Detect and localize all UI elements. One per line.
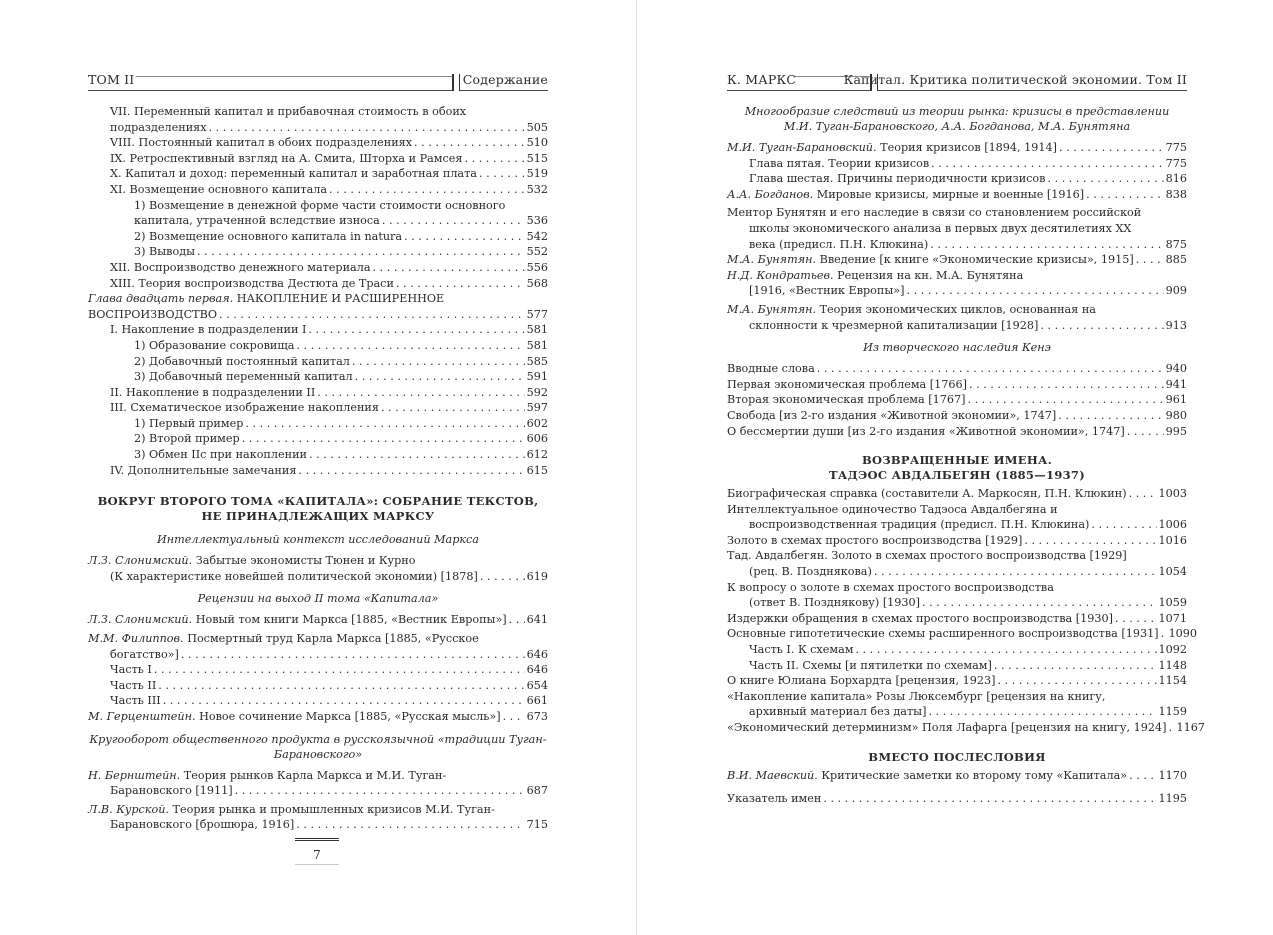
dot-leader (1168, 720, 1174, 736)
entry-title: Посмертный труд Карла Маркса [1885, «Русское (187, 632, 479, 646)
entry-title: 2) Возмещение основного капитала in natura (134, 229, 403, 243)
subsection-line2: Барановского» (273, 747, 363, 761)
author: А.А. Богданов. (727, 187, 814, 201)
page-number: 1059 (1158, 596, 1187, 610)
dot-leader (922, 595, 1157, 611)
dot-leader (928, 704, 1156, 720)
toc-entry-kondratiev[interactable] (727, 268, 1187, 299)
page-number: 1159 (1158, 705, 1187, 719)
entry-title: Глава шестая. Причины периодичности кризисов (749, 172, 1046, 186)
dot-leader (329, 182, 525, 198)
header-title: Капитал. Критика политической экономии. Том II (843, 72, 1187, 87)
dot-leader (355, 369, 525, 385)
dot-leader (997, 673, 1156, 689)
header-rule-short (136, 76, 452, 77)
entry-title: 1) Первый пример (134, 416, 244, 430)
page-number: 542 (526, 229, 548, 243)
toc-entry[interactable] (88, 276, 548, 292)
entry-title-cont: Барановского [брошюра, 1916] (110, 818, 295, 832)
entry-title-cont: [1916, «Вестник Европы»] (749, 284, 905, 298)
page-number: 519 (526, 167, 548, 181)
page-number: 941 (1165, 377, 1187, 391)
dot-leader (373, 260, 525, 276)
toc-entry[interactable] (727, 408, 1187, 424)
entry-title-cont: богатство»] (110, 647, 179, 661)
subsection-intellectual-context: Интеллектуальный контекст исследований Маркса (157, 533, 479, 547)
entry-title: Новый том книги Маркса [1885, «Вестник Европы»] (195, 613, 507, 627)
page-number: 661 (526, 694, 548, 708)
author: М.А. Бунятян. (727, 302, 817, 316)
page-number: 875 (1165, 237, 1187, 251)
toc-entry[interactable] (88, 322, 548, 338)
entry-title: VIII. Постоянный капитал в обоих подразделениях (110, 136, 413, 150)
page-number: 715 (526, 818, 548, 832)
page-number: 568 (526, 276, 548, 290)
page-number: 673 (526, 710, 548, 723)
entry-title: Основные гипотетические схемы расширенного воспроизводства [1931] (727, 627, 1159, 641)
page-number: 505 (526, 120, 548, 134)
entry-title-cont: (рец. В. Позднякова) (749, 565, 872, 579)
dot-leader (414, 135, 525, 151)
entry-title: 2) Второй пример (134, 432, 240, 446)
toc-entry[interactable] (727, 533, 1187, 549)
entry-title: Тад. Авдалбегян. Золото в схемах простого воспроизводства [1929] (727, 549, 1127, 563)
toc-entry-slonimsky-2[interactable] (88, 612, 548, 628)
entry-title: 1) Возмещение в денежной форме части стоимости основного (134, 198, 506, 212)
entry-title: К вопросу о золоте в схемах простого воспроизводства (727, 580, 1054, 594)
entry-title: О бессмертии души [из 2-го издания «Животной экономии», 1747] (727, 424, 1125, 438)
toc-entry[interactable] (88, 166, 548, 182)
toc-entry-filippov[interactable] (88, 631, 548, 662)
author: Л.З. Слонимский. (88, 613, 193, 627)
subsection-circulation (88, 732, 548, 762)
page-number: 913 (1165, 318, 1187, 332)
entry-title-cont: воспроизводственная традиция (предисл. П.Н. Клюкина) (749, 518, 1090, 532)
entry-title: Глава пятая. Теории кризисов (749, 156, 930, 170)
author: Л.З. Слонимский. (88, 554, 193, 568)
page-number: 1054 (1158, 565, 1187, 579)
dot-leader (969, 377, 1164, 393)
page-number: 838 (1165, 187, 1187, 201)
page-number: 602 (526, 416, 548, 430)
entry-title: О книге Юлиана Борхардта [рецензия, 1923] (727, 674, 996, 688)
entry-title: 3) Выводы (134, 245, 195, 259)
entry-title: I. Накопление в подразделении I (110, 323, 307, 337)
chapter-20-sections (88, 104, 548, 291)
dot-leader (1127, 424, 1164, 440)
toc-entry[interactable] (727, 392, 1187, 408)
dot-leader (1091, 517, 1156, 533)
entry-title: Часть I (110, 663, 152, 677)
page-number: 1016 (1158, 533, 1187, 547)
dot-leader (181, 647, 525, 663)
author: Л.В. Курской. (88, 802, 169, 816)
page-number: 909 (1165, 284, 1187, 298)
section-title-line2: НЕ ПРИНАДЛЕЖАЩИХ МАРКСУ (201, 509, 435, 524)
page-number: 606 (526, 432, 548, 446)
section-afterword: ВМЕСТО ПОСЛЕСЛОВИЯ (868, 749, 1046, 764)
entry-title: Мировые кризисы, мирные и военные [1916] (816, 187, 1085, 201)
section-title-line1: ВОКРУГ ВТОРОГО ТОМА «КАПИТАЛА»: СОБРАНИЕ ТЕКСТОВ, (97, 494, 539, 509)
toc-entry[interactable] (727, 486, 1187, 502)
toc-entry[interactable] (88, 198, 548, 229)
page-number: 641 (526, 613, 548, 627)
toc-entry[interactable] (88, 447, 548, 463)
dot-leader (163, 693, 525, 709)
toc-entry-slonimsky-1[interactable] (88, 553, 548, 584)
entry-title: Рецензия на кн. М.А. Бунятяна (837, 268, 1024, 282)
entry-title: XI. Возмещение основного капитала (110, 182, 328, 196)
author: М.А. Бунятян. (727, 253, 817, 267)
entry-title: II. Накопление в подразделении II (110, 385, 316, 399)
entry-title: IV. Дополнительные замечания (110, 463, 297, 477)
page-number: 585 (526, 354, 548, 368)
dot-leader (464, 151, 524, 167)
page-number: 581 (526, 338, 548, 352)
chapter-label: Глава двадцать первая. (88, 292, 234, 306)
section-returned-names (727, 453, 1187, 483)
toc-entry[interactable] (88, 151, 548, 167)
toc-entry-part-1[interactable] (88, 662, 548, 678)
section-title (88, 494, 548, 524)
toc-entry-part-3[interactable] (88, 693, 548, 709)
entry-title: Критические заметки ко второму тому «Капитала» (821, 768, 1128, 782)
dot-leader (1115, 611, 1157, 627)
author: В.И. Маевский. (727, 768, 818, 782)
dot-leader (242, 431, 525, 447)
page-number: 1170 (1158, 768, 1187, 782)
author: М.М. Филиппов. (88, 632, 184, 646)
toc-entry[interactable] (727, 580, 1187, 611)
author: М. Герценштейн. (88, 710, 196, 723)
dot-leader (1040, 318, 1163, 334)
toc-entry-name-index[interactable] (727, 791, 1187, 807)
quesnay-entries (727, 361, 1187, 439)
page-number: 556 (526, 260, 548, 274)
toc-entry-tugan[interactable] (727, 140, 1187, 156)
chapter-title-line2: ВОСПРОИЗВОДСТВО (88, 307, 218, 321)
dot-leader (1086, 187, 1164, 203)
subsection-line2: М.И. Туган-Барановского, А.А. Богданова, М.А. Бунятяна (783, 120, 1131, 133)
entry-title: 1) Образование сокровища (134, 338, 295, 352)
subsection-reviews: Рецензии на выход II тома «Капитала» (197, 592, 439, 606)
left-running-header (88, 72, 548, 92)
entry-title: 3) Обмен IIc при накоплении (134, 448, 307, 462)
toc-entry-mayevsky[interactable] (727, 768, 1187, 784)
author: Н.Д. Кондратьев. (727, 268, 834, 282)
entry-title-cont: Барановского [1911] (110, 784, 233, 798)
section-title-line1: ВОЗВРАЩЕННЫЕ ИМЕНА. (861, 453, 1052, 468)
toc-entry[interactable] (88, 135, 548, 151)
dot-leader (906, 283, 1163, 299)
left-toc (88, 104, 548, 833)
toc-entry[interactable] (727, 548, 1187, 579)
toc-entry[interactable] (727, 626, 1198, 642)
page-number: 646 (526, 663, 548, 677)
entry-title-cont: архивный материал без даты] (749, 705, 927, 719)
dot-leader (1136, 252, 1164, 268)
page-number: 532 (526, 182, 548, 196)
page-number: 775 (1165, 141, 1187, 154)
entry-title-cont: (К характеристике новейшей политической экономии) [1878] (110, 569, 478, 583)
dot-leader (1161, 626, 1167, 642)
toc-entry-mentor[interactable] (727, 205, 1187, 252)
entry-title: Забытые экономисты Тюнен и Курно (195, 554, 416, 568)
dot-leader (967, 392, 1163, 408)
section-title-line2: ТАДЭОС АВДАЛБЕГЯН (1885—1937) (829, 468, 1085, 483)
entry-title: XII. Воспроизводство денежного материала (110, 260, 371, 274)
page-number: 940 (1165, 362, 1187, 376)
page-number: 1167 (1176, 721, 1205, 734)
toc-entry[interactable] (88, 338, 548, 354)
toc-entry[interactable] (727, 642, 1187, 658)
chapter-21-entry[interactable] (88, 291, 548, 322)
dot-leader (509, 612, 525, 628)
subsection-line1: Кругооборот общественного продукта в русскоязычной «традиции Туган- (89, 732, 547, 746)
toc-entry[interactable] (88, 244, 548, 260)
dot-leader (480, 569, 525, 585)
page-number: 510 (526, 136, 548, 150)
page-number: 536 (526, 214, 548, 228)
avdalbegyan-entries (727, 486, 1205, 736)
toc-entry[interactable] (727, 424, 1187, 440)
volume-label: ТОМ II (88, 72, 135, 87)
dot-leader (404, 229, 525, 245)
toc-entry-bogdanov[interactable] (727, 187, 1187, 203)
dot-leader (931, 156, 1163, 172)
dot-leader (1129, 486, 1157, 502)
page-number: 654 (526, 678, 548, 692)
dot-leader (317, 385, 524, 401)
toc-entry[interactable] (88, 229, 548, 245)
toc-entry-bunyatyan-2[interactable] (727, 302, 1187, 333)
page-number: 775 (1165, 156, 1187, 170)
page-number: 646 (526, 647, 548, 661)
toc-entry[interactable] (88, 182, 548, 198)
dot-leader (219, 307, 525, 323)
toc-entry[interactable] (88, 400, 548, 416)
subsection-crises (727, 104, 1187, 134)
page-folio (295, 838, 339, 865)
dot-leader (245, 416, 524, 432)
entry-title: Теория рынка и промышленных кризисов М.И. Туган- (172, 802, 495, 816)
dot-leader (1129, 768, 1156, 784)
page-number: 597 (526, 401, 548, 415)
page-number: 592 (526, 385, 548, 399)
dot-leader (503, 709, 525, 725)
toc-entry[interactable] (727, 720, 1205, 736)
entry-title-cont: (ответ В. Позднякову) [1930] (749, 596, 921, 610)
page-number: 1154 (1158, 674, 1187, 688)
toc-entry[interactable] (88, 416, 548, 432)
page-number: 1003 (1158, 487, 1187, 501)
dot-leader (396, 276, 525, 292)
dot-leader (308, 322, 524, 338)
page-number: 591 (526, 370, 548, 384)
page-number: 1090 (1168, 627, 1198, 641)
entry-title: Теория экономических циклов, основанная на (819, 302, 1096, 316)
entry-title-cont: века (предисл. П.Н. Клюкина) (749, 237, 929, 251)
toc-entry-tugan-ch6[interactable] (727, 171, 1187, 187)
dot-leader (296, 338, 524, 354)
entry-title-cont: склонности к чрезмерной капитализации [1928] (749, 318, 1039, 332)
toc-entry[interactable] (88, 385, 548, 401)
author-label: К. МАРКС (727, 72, 797, 87)
entry-title: Часть II (110, 678, 157, 692)
dot-leader (158, 678, 524, 694)
dot-leader (1047, 171, 1163, 187)
entry-title: Ментор Бунятян и его наследие в связи со становлением российской (727, 206, 1142, 220)
toc-entry-bernstein[interactable] (88, 768, 548, 799)
entry-title: Теория рынков Карла Маркса и М.И. Туган- (183, 768, 447, 782)
entry-title: Введение [к книге «Экономические кризисы», 1915] (819, 253, 1134, 267)
header-title: Содержание (462, 72, 548, 87)
toc-entry-gerzenshtein[interactable] (88, 709, 548, 725)
toc-entry[interactable] (88, 431, 548, 447)
page-number: 581 (526, 323, 548, 337)
page-number: 1006 (1158, 518, 1187, 532)
entry-title: X. Капитал и доход: переменный капитал и заработная плата (110, 167, 477, 181)
toc-entry[interactable] (88, 354, 548, 370)
entry-title: III. Схематическое изображение накопления (110, 401, 379, 415)
toc-entry-bunyatyan-1[interactable] (727, 252, 1187, 268)
entry-title: Часть II. Схемы [и пятилетки по схемам] (749, 658, 992, 672)
dot-leader (352, 354, 525, 370)
toc-entry[interactable] (727, 689, 1187, 720)
page-number: 515 (526, 151, 548, 165)
page-number: 995 (1165, 424, 1187, 438)
folio-rule (295, 838, 339, 845)
page-number: 612 (526, 448, 548, 462)
entry-title-cont: подразделениях (110, 120, 207, 134)
dot-leader (479, 166, 525, 182)
dot-leader (154, 662, 525, 678)
toc-entry[interactable] (727, 361, 1187, 377)
entry-title: «Экономический детерминизм» Поля Лафарга [рецензия на книгу, 1924] (727, 721, 1167, 734)
dot-leader (930, 237, 1163, 253)
entry-title: Новое сочинение Маркса [1885, «Русская мысль»] (199, 710, 501, 723)
header-divider (452, 74, 460, 91)
dot-leader (817, 361, 1164, 377)
dot-leader (994, 658, 1157, 674)
folio-number: 7 (313, 848, 321, 862)
entry-title: 2) Добавочный постоянный капитал (134, 354, 350, 368)
entry-title: XIII. Теория воспроизводства Дестюта де Траси (110, 276, 394, 290)
header-rule (727, 90, 870, 91)
entry-title: Указатель имен (727, 792, 822, 806)
entry-title: Часть III (110, 694, 161, 708)
entry-title: Часть I. К схемам (749, 643, 854, 657)
entry-title: Вводные слова (727, 362, 815, 376)
dot-leader (1024, 533, 1156, 549)
page-number: 1195 (1158, 792, 1187, 806)
author: М.И. Туган-Барановский. (727, 141, 877, 154)
entry-title: Биографическая справка (составители А. Маркосян, П.Н. Клюкин) (727, 487, 1127, 501)
entry-title: Издержки обращения в схемах простого воспроизводства [1930] (727, 611, 1113, 625)
page-number: 552 (526, 245, 548, 259)
entry-title: «Накопление капитала» Розы Люксембург [рецензия на книгу, (727, 689, 1106, 703)
dot-leader (235, 783, 525, 799)
dot-leader (298, 463, 524, 479)
toc-entry[interactable] (88, 104, 548, 135)
dot-leader (197, 244, 525, 260)
entry-title: VII. Переменный капитал и прибавочная стоимость в обоих (110, 105, 467, 118)
toc-entry-kurskoy[interactable] (88, 802, 548, 833)
page-number: 1071 (1158, 611, 1187, 625)
entry-title: Интеллектуальное одиночество Тадэоса Авдалбегяна и (727, 502, 1058, 516)
entry-title-cont: капитала, утраченной вследствие износа (134, 214, 380, 228)
page-number: 961 (1165, 393, 1187, 407)
entry-title: 3) Добавочный переменный капитал (134, 370, 353, 384)
dot-leader (874, 564, 1157, 580)
header-rule-right (460, 90, 548, 91)
author: Н. Бернштейн. (88, 768, 181, 782)
toc-entry[interactable] (88, 463, 548, 479)
entry-title: Теория кризисов [1894, 1914] (880, 141, 1057, 154)
page-number: 816 (1165, 172, 1187, 186)
dot-leader (381, 400, 525, 416)
page-number: 615 (526, 463, 548, 477)
folio-underline (295, 864, 339, 865)
subsection-line1: Многообразие следствий из теории рынка: кризисы в представлении (744, 105, 1170, 118)
entry-title: Золото в схемах простого воспроизводства [1929] (727, 533, 1023, 547)
dot-leader (382, 213, 525, 229)
entry-title: IX. Ретроспективный взгляд на А. Смита, Шторха и Рамсея (110, 151, 463, 165)
chapter-title-line1: НАКОПЛЕНИЕ И РАСШИРЕННОЕ (236, 292, 445, 306)
page-number: 885 (1165, 253, 1187, 267)
entry-title: Вторая экономическая проблема [1767] (727, 393, 966, 407)
page-number: 1148 (1158, 658, 1187, 672)
dot-leader (309, 447, 525, 463)
toc-entry-tugan-ch5[interactable] (727, 156, 1187, 172)
toc-entry[interactable] (727, 611, 1187, 627)
header-rule (88, 90, 452, 91)
dot-leader (296, 817, 524, 833)
header-rule-right (878, 90, 1187, 91)
page-number: 619 (526, 569, 548, 583)
toc-entry[interactable] (727, 502, 1187, 533)
toc-entry-part-2[interactable] (88, 678, 548, 694)
toc-entry[interactable] (727, 377, 1187, 393)
dot-leader (855, 642, 1156, 658)
toc-entry[interactable] (727, 658, 1187, 674)
subsection-quesnay: Из творческого наследия Кенэ (863, 341, 1051, 355)
chapter-21-sections (88, 322, 548, 478)
page-number: 980 (1165, 408, 1187, 422)
toc-entry[interactable] (88, 369, 548, 385)
right-page (637, 0, 1273, 935)
dot-leader (209, 120, 525, 136)
right-toc (727, 104, 1205, 807)
page-number: 1092 (1158, 643, 1187, 657)
dot-leader (1059, 140, 1164, 156)
dot-leader (823, 791, 1156, 807)
toc-entry[interactable] (727, 673, 1187, 689)
dot-leader (1058, 408, 1163, 424)
page-number: 687 (526, 784, 548, 798)
entry-title: Свобода [из 2-го издания «Животной экономии», 1747] (727, 408, 1057, 422)
entry-title: Первая экономическая проблема [1766] (727, 377, 967, 391)
toc-entry[interactable] (88, 260, 548, 276)
right-running-header (727, 72, 1187, 92)
page-number: 577 (526, 307, 548, 321)
entry-title-cont: школы экономического анализа в первых двух десятилетиях XX (749, 221, 1132, 235)
